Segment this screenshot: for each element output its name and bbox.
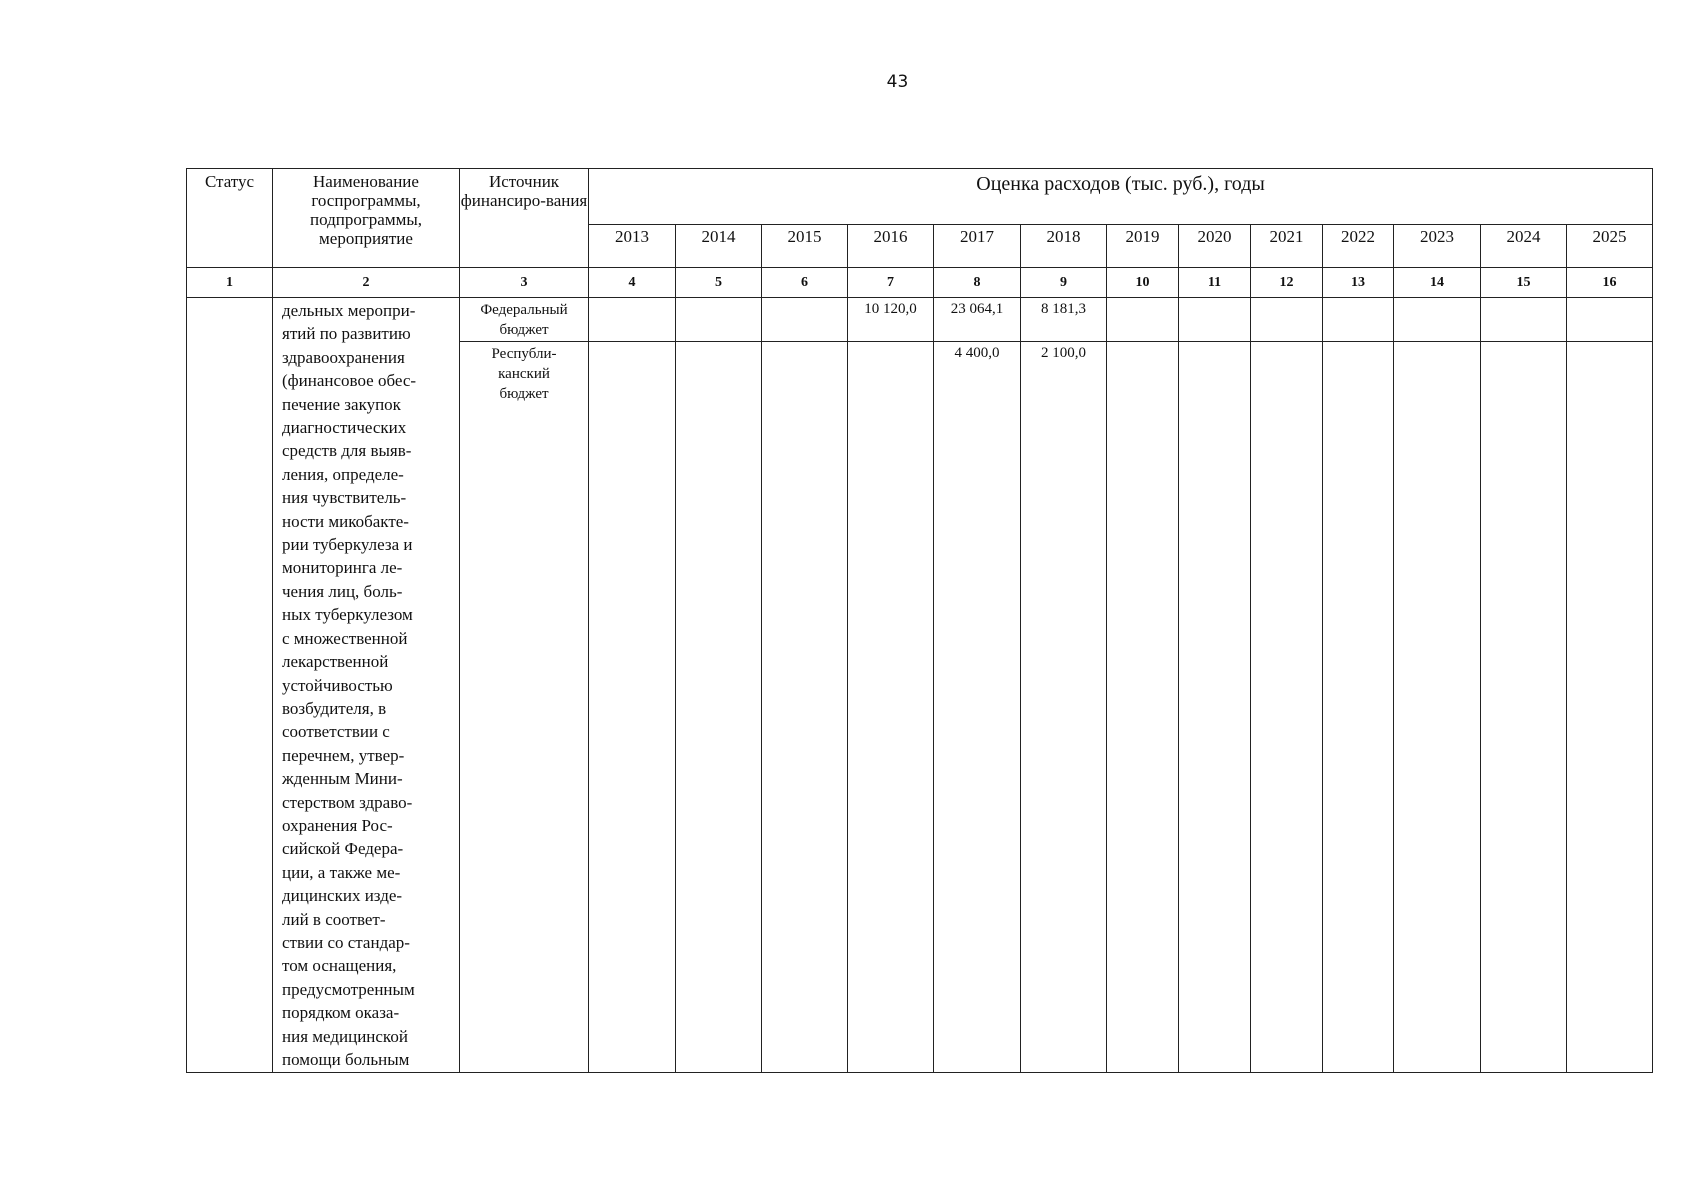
value-cell: [1323, 342, 1394, 1073]
column-number: 6: [762, 268, 848, 298]
value-cell: [1567, 342, 1653, 1073]
column-number: 8: [934, 268, 1021, 298]
name-line: охранения Рос-: [282, 815, 393, 835]
name-line: перечнем, утвер-: [282, 745, 405, 765]
year-header: 2021: [1251, 225, 1323, 268]
year-header: 2016: [848, 225, 934, 268]
source-line: Федеральный: [480, 302, 568, 318]
column-number: 1: [187, 268, 273, 298]
value-cell: [1251, 298, 1323, 342]
value-cell: 8 181,3: [1021, 298, 1107, 342]
name-line: с множественной: [282, 628, 408, 648]
budget-table: [186, 168, 1653, 1073]
column-number: 7: [848, 268, 934, 298]
source-line: бюджет: [499, 322, 549, 338]
name-line: предусмотренным: [282, 979, 415, 999]
funding-source-federal: [460, 298, 589, 342]
value-cell: [1179, 342, 1251, 1073]
value-cell: [1567, 298, 1653, 342]
year-header: 2020: [1179, 225, 1251, 268]
name-line: помощи больным: [282, 1050, 410, 1069]
funding-source-republican: [460, 342, 589, 1073]
column-number: 11: [1179, 268, 1251, 298]
federal-budget-row: [187, 298, 1653, 342]
value-cell: [1481, 298, 1567, 342]
value-cell: 2 100,0: [1021, 342, 1107, 1073]
name-line: ции, а также ме-: [282, 862, 401, 882]
name-line: ных туберкулезом: [282, 605, 413, 625]
value-cell: [762, 298, 848, 342]
page-number: 43: [886, 72, 909, 92]
column-number: 16: [1567, 268, 1653, 298]
name-line: чения лиц, боль-: [282, 581, 403, 601]
name-line: ния медицинской: [282, 1026, 408, 1046]
value-cell: [1394, 342, 1481, 1073]
value-cell: [1323, 298, 1394, 342]
value-cell: 10 120,0: [848, 298, 934, 342]
name-line: диагностических: [282, 418, 407, 438]
year-header: 2017: [934, 225, 1021, 268]
source-line: бюджет: [499, 386, 549, 402]
column-number: 13: [1323, 268, 1394, 298]
name-line: (финансовое обес-: [282, 371, 417, 391]
name-line: дельных меропри-: [282, 301, 416, 320]
header-source: Источник финансиро-вания: [460, 169, 589, 268]
column-number: 2: [273, 268, 460, 298]
column-number: 12: [1251, 268, 1323, 298]
column-number-row: [187, 268, 1653, 298]
year-header: 2018: [1021, 225, 1107, 268]
name-line: средств для выяв-: [282, 441, 412, 461]
name-line: рии туберкулеза и: [282, 535, 413, 555]
header-name: Наименование госпрограммы, подпрограммы, мероприятие: [273, 169, 460, 268]
header-row-top: [187, 169, 1653, 225]
value-cell: [762, 342, 848, 1073]
name-line: ния чувствитель-: [282, 488, 407, 508]
name-line: устойчивостью: [282, 675, 393, 695]
name-line: соответствии с: [282, 722, 390, 742]
value-cell: [848, 342, 934, 1073]
value-cell: [1394, 298, 1481, 342]
value-cell: [1107, 342, 1179, 1073]
column-number: 9: [1021, 268, 1107, 298]
column-number: 15: [1481, 268, 1567, 298]
column-number: 14: [1394, 268, 1481, 298]
year-header: 2019: [1107, 225, 1179, 268]
name-line: возбудителя, в: [282, 698, 387, 718]
year-header: 2023: [1394, 225, 1481, 268]
source-line: канский: [498, 366, 550, 382]
header-estimate: Оценка расходов (тыс. руб.), годы: [589, 169, 1653, 225]
year-header: 2013: [589, 225, 676, 268]
activity-name-cell: [273, 298, 460, 1073]
name-line: том оснащения,: [282, 956, 397, 976]
year-header: 2015: [762, 225, 848, 268]
name-line: жденным Мини-: [282, 769, 403, 789]
year-header: 2025: [1567, 225, 1653, 268]
column-number: 10: [1107, 268, 1179, 298]
name-line: сийской Федера-: [282, 839, 404, 859]
value-cell: [589, 298, 676, 342]
value-cell: [1107, 298, 1179, 342]
name-line: мониторинга ле-: [282, 558, 403, 578]
year-header: 2022: [1323, 225, 1394, 268]
name-line: лекарственной: [282, 652, 389, 672]
value-cell: [1481, 342, 1567, 1073]
column-number: 5: [676, 268, 762, 298]
name-line: ности микобакте-: [282, 511, 409, 531]
value-cell: [1179, 298, 1251, 342]
name-line: ствии со стандар-: [282, 932, 410, 952]
name-line: ятий по развитию: [282, 324, 411, 344]
status-cell: [187, 298, 273, 1073]
value-cell: 23 064,1: [934, 298, 1021, 342]
value-cell: [676, 342, 762, 1073]
name-line: лий в соответ-: [282, 909, 386, 929]
name-line: порядком оказа-: [282, 1003, 400, 1023]
value-cell: [1251, 342, 1323, 1073]
name-line: здравоохранения: [282, 347, 405, 367]
name-line: дицинских изде-: [282, 886, 403, 906]
name-line: ления, определе-: [282, 464, 404, 484]
value-cell: [589, 342, 676, 1073]
column-number: 4: [589, 268, 676, 298]
name-line: стерством здраво-: [282, 792, 413, 812]
value-cell: 4 400,0: [934, 342, 1021, 1073]
column-number: 3: [460, 268, 589, 298]
year-header: 2024: [1481, 225, 1567, 268]
name-line: печение закупок: [282, 394, 401, 414]
value-cell: [676, 298, 762, 342]
year-header: 2014: [676, 225, 762, 268]
header-status: Статус: [187, 169, 273, 268]
source-line: Республи-: [491, 346, 557, 362]
